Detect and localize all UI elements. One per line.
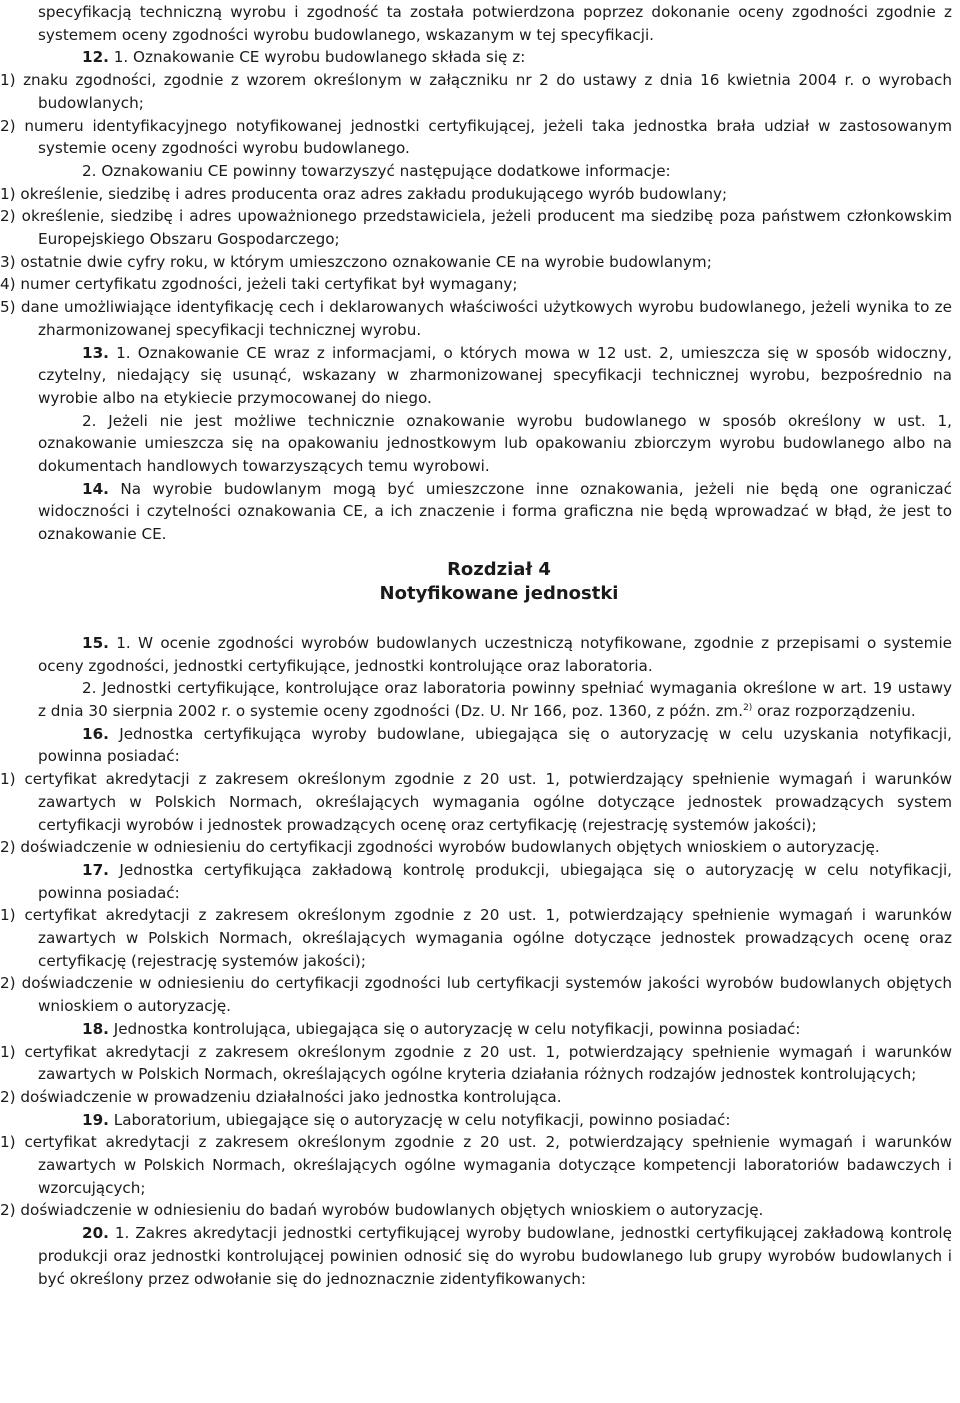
paragraph [0,632,960,677]
paragraph-text: 2) doświadczenie w odniesieniu do certyfikacji zgodności wyrobów budowlanych objętych wnioskiem o autoryzację. [0,838,880,857]
paragraph [0,342,960,410]
section-heading: Notyfikowane jednostki [379,582,619,604]
list-item [0,1086,960,1109]
paragraph-text: 1. Zakres akredytacji jednostki certyfikującej wyroby budowlane, jednostki certyfikującej zakładową kontrolę produkcji oraz jednostki kontrolującej powinien odnosić się do wyrobu budowlanego lub grupy wyrobów budowlanych i być określony przez odwołanie się do jednoznacznie zidentyfikowanych: [38,1224,952,1288]
paragraph [0,723,960,768]
paragraph-text: 2. Jednostki certyfikujące, kontrolujące oraz laboratoria powinny spełniać wymagania określone w art. 19 ustawy z dnia 30 sierpnia 2002 r. o systemie oceny zgodności (Dz. U. Nr 166, poz. 1360, z późn. zm. [38,679,952,720]
list-item [0,69,960,114]
paragraph-text: 2) doświadczenie w odniesieniu do badań wyrobów budowlanych objętych wnioskiem o autoryzację. [0,1201,764,1220]
list-item [0,296,960,341]
list-item [0,1131,960,1199]
paragraph-text: Jednostka certyfikująca zakładową kontrolę produkcji, ubiegająca się o autoryzację w celu notyfikacji, powinna posiadać: [38,860,953,902]
list-item [0,1041,960,1086]
paragraph-text: 1. Oznakowanie CE wraz z informacjami, o których mowa w 12 ust. 2, umieszcza się w sposób widoczny, czytelny, niedający się usunąć, wskazany w zharmonizowanej specyfikacji technicznej wyrobu, bezpośrednio na wyrobie albo na etykiecie przymocowanej do niego. [38,343,952,407]
paragraph [0,410,960,478]
paragraph [0,859,960,904]
paragraph-text: 1) znaku zgodności, zgodnie z wzorem określonym w załączniku nr 2 do ustawy z dnia 16 kwietnia 2004 r. o wyrobach budowlanych; [0,71,952,112]
list-item [0,205,960,250]
paragraph-text: Na wyrobie budowlanym mogą być umieszczone inne oznakowania, jeżeli nie będą one ograniczać widoczności i czytelności oznakowania CE, a ich znaczenie i forma graficzna nie będą wprowadzać w błąd, że jest to oznakowanie CE. [38,479,953,544]
paragraph-text: 3) ostatnie dwie cyfry roku, w którym umieszczono oznakowanie CE na wyrobie budowlanym; [0,252,712,271]
list-item [0,251,960,274]
paragraph-text-after: oraz rozporządzeniu. [752,701,916,720]
paragraph-text: 2) określenie, siedzibę i adres upoważnionego przedstawiciela, jeżeli producent ma siedzibę poza państwem członkowskim Europejskiego Obszaru Gospodarczego; [0,207,952,249]
paragraph [0,1,960,46]
list-item [0,836,960,859]
paragraph-text: 1) certyfikat akredytacji z zakresem określonym zgodnie z 20 ust. 1, potwierdzający spełnienie wymagań i warunków zawartych w Polskich Normach, określających wymagania ogólne dotyczące jednostek prowadzących ocenę oraz certyfikację (rejestrację systemów jakości); [0,906,952,970]
paragraph-text: 5) dane umożliwiające identyfikację cech i deklarowanych właściwości użytkowych wyrobu budowlanego, jeżeli wynika to ze zharmonizowanej specyfikacji technicznej wyrobu. [0,298,952,339]
paragraph [0,46,960,69]
paragraph [0,677,960,722]
paragraph-number: 19. [82,1110,109,1129]
list-item [0,768,960,836]
list-item [0,273,960,296]
paragraph-text: 2) doświadczenie w odniesieniu do certyfikacji zgodności lub certyfikacji systemów jakości wyrobów budowlanych objętych wnioskiem o autoryzację. [0,974,952,1016]
list-item [0,904,960,972]
paragraph-text: 2. Jeżeli nie jest możliwe technicznie oznakowanie wyrobu budowlanego w sposób określony w ust. 1, oznakowanie umieszcza się na opakowaniu jednostkowym lub opakowaniu zbiorczym wyrobu budowlanego albo na dokumentach handlowych towarzyszących temu wyrobowi. [38,411,952,476]
paragraph-text: 4) numer certyfikatu zgodności, jeżeli taki certyfikat był wymagany; [0,275,518,294]
paragraph-text: 2) doświadczenie w prowadzeniu działalności jako jednostka kontrolująca. [0,1087,562,1106]
list-item [0,972,960,1017]
paragraph-text: 1. W ocenie zgodności wyrobów budowlanych uczestniczą notyfikowane, zgodnie z przepisami o systemie oceny zgodności, jednostki certyfikujące, jednostki kontrolujące oraz laboratoria. [38,633,953,675]
section-heading: Rozdział 4 [447,558,551,580]
paragraph-number: 14. [82,479,109,498]
paragraph [0,1109,960,1132]
paragraph [0,1018,960,1041]
paragraph-number: 18. [82,1019,109,1038]
paragraph [0,478,960,546]
paragraph-text: 2. Oznakowaniu CE powinny towarzyszyć następujące dodatkowe informacje: [82,161,671,180]
paragraph-number: 13. [82,343,109,362]
list-item [0,1199,960,1222]
paragraph-number: 16. [82,724,109,743]
paragraph-number: 12. [82,48,109,67]
paragraph-text: Jednostka certyfikująca wyroby budowlane, ubiegająca się o autoryzację w celu uzyskania notyfikacji, powinna posiadać: [38,724,953,766]
paragraph-text: Jednostka kontrolująca, ubiegająca się o autoryzację w celu notyfikacji, powinna posiadać: [113,1019,801,1038]
paragraph-text: Laboratorium, ubiegające się o autoryzację w celu notyfikacji, powinno posiadać: [113,1110,731,1129]
paragraph-text: 1) certyfikat akredytacji z zakresem określonym zgodnie z 20 ust. 1, potwierdzający spełnienie wymagań i warunków zawartych w Polskich Normach, określających wymagania ogólne dotyczące jednostek prowadzących system certyfikacji wyrobów i jednostek prowadzących ocenę oraz certyfikację (rejestrację systemów jakości); [0,770,952,834]
list-item [0,183,960,206]
paragraph-text: 1) certyfikat akredytacji z zakresem określonym zgodnie z 20 ust. 2, potwierdzający spełnienie wymagań i warunków zawartych w Polskich Normach, określających ogólne wymagania dotyczące kompetencji laboratoriów badawczych i wzorcujących; [0,1133,952,1197]
list-item [0,115,960,160]
paragraph-text: 2) numeru identyfikacyjnego notyfikowanej jednostki certyfikującej, jeżeli taka jednostka brała udział w zastosowanym systemie oceny zgodności wyrobu budowlanego. [0,116,952,158]
paragraph-text: specyfikacją techniczną wyrobu i zgodność ta została potwierdzona poprzez dokonanie oceny zgodności zgodnie z systemem oceny zgodności wyrobu budowlanego, wskazanym w tej specyfikacji. [38,3,952,44]
footnote-ref: 2) [743,702,753,713]
paragraph-number: 15. [82,633,109,652]
paragraph-number: 17. [82,860,109,879]
paragraph-number: 20. [82,1224,109,1243]
paragraph-text: 1) określenie, siedzibę i adres producenta oraz adres zakładu produkującego wyrób budowlany; [0,184,728,203]
paragraph-text: 1) certyfikat akredytacji z zakresem określonym zgodnie z 20 ust. 1, potwierdzający spełnienie wymagań i warunków zawartych w Polskich Normach, określających ogólne kryteria działania różnych rodzajów jednostek kontrolujących; [0,1042,952,1084]
paragraph-text: 1. Oznakowanie CE wyrobu budowlanego składa się z: [113,48,526,67]
paragraph [0,1222,960,1290]
paragraph [0,160,960,183]
